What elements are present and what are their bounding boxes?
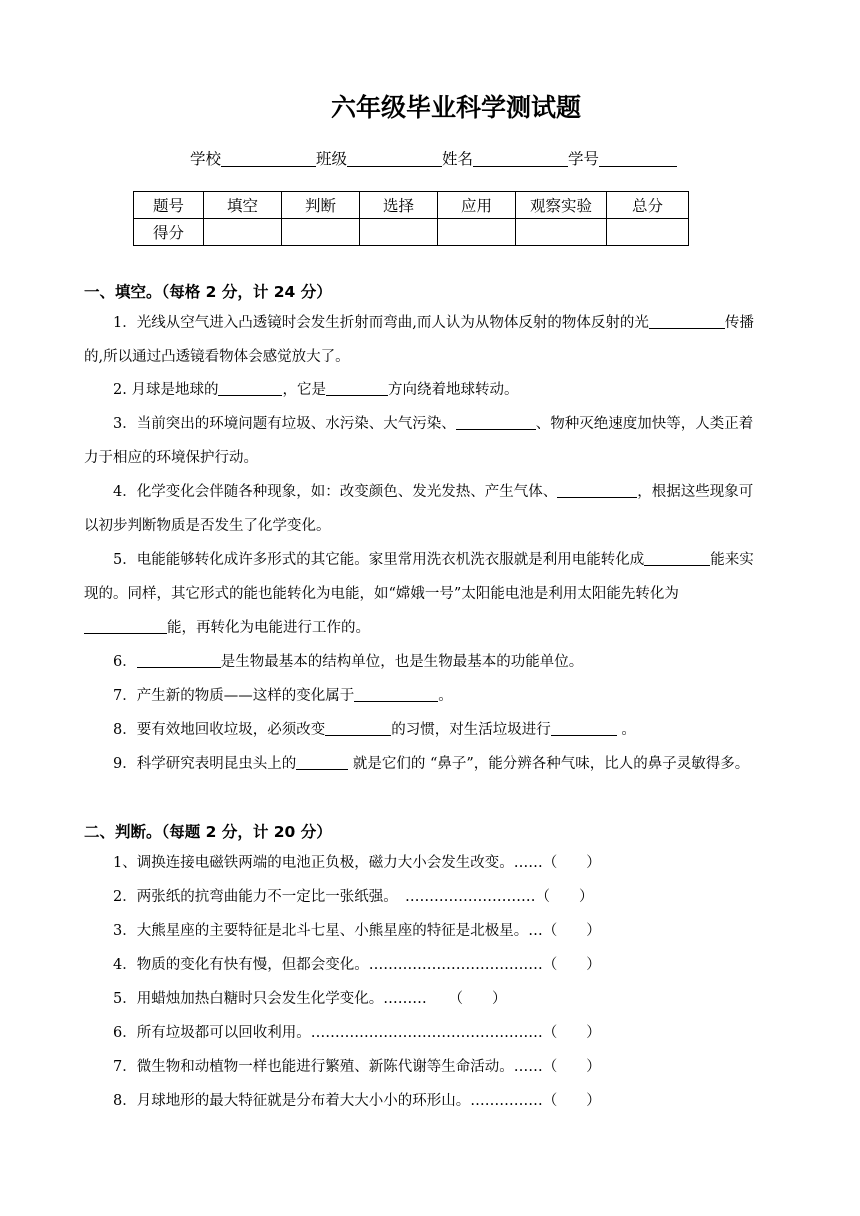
answer-blank[interactable] — [218, 381, 282, 396]
question-1: 1．光线从空气进入凸透镜时会发生折射而弯曲,而人认为从物体反射的物体反射的光 传播 — [113, 315, 754, 331]
school-label: 学校 — [190, 150, 222, 168]
answer-blank[interactable] — [296, 755, 348, 770]
score-header-cell: 总分 — [607, 192, 689, 219]
question-4: 4．化学变化会伴随各种现象，如：改变颜色、发光发热、产生气体、 ，根据这些现象可 — [113, 484, 754, 500]
score-cell[interactable] — [360, 219, 438, 246]
judgment-item[interactable]: 7．微生物和动植物一样也能进行繁殖、新陈代谢等生命活动。……（ ） — [113, 1059, 601, 1075]
score-header-cell: 判断 — [282, 192, 360, 219]
student-info-line — [190, 147, 677, 169]
answer-blank[interactable] — [325, 721, 391, 736]
question-2: 2. 月球是地球的 ，它是 方向绕着地球转动。 — [113, 382, 519, 398]
judgment-item[interactable]: 2．两张纸的抗弯曲能力不一定比一张纸强。 ………………………（ ） — [113, 889, 594, 905]
question-5: 5．电能能够转化成许多形式的其它能。家里常用洗衣机洗衣服就是利用电能转化成 能来实 — [113, 552, 754, 568]
question-3: 3．当前突出的环境问题有垃圾、水污染、大气污染、 、物种灭绝速度加快等，人类正着 — [113, 416, 754, 432]
section-fill-in-title: 一、填空。（每格 2 分，计 24 分） — [84, 283, 332, 301]
score-header-cell: 填空 — [204, 192, 282, 219]
name-blank[interactable] — [473, 150, 568, 167]
judgment-item[interactable]: 5．用蜡烛加热白糖时只会发生化学变化。……… （ ） — [113, 991, 507, 1007]
score-header-cell: 观察实验 — [516, 192, 607, 219]
judgment-item[interactable]: 4．物质的变化有快有慢，但都会变化。………………………………（ ） — [113, 957, 601, 973]
question-5-cont: 现的。同样，其它形式的能也能转化为电能，如“嫦娥一号”太阳能电池是利用太阳能先转化为 — [84, 586, 679, 602]
answer-blank[interactable] — [557, 483, 637, 498]
answer-blank[interactable] — [551, 721, 617, 736]
score-table — [133, 191, 689, 246]
judgment-item[interactable]: 1、调换连接电磁铁两端的电池正负极，磁力大小会发生改变。……（ ） — [113, 855, 601, 871]
answer-blank[interactable] — [644, 551, 710, 566]
judgment-item[interactable]: 6．所有垃圾都可以回收利用。…………………………………………（ ） — [113, 1025, 601, 1041]
score-table-header-row — [134, 192, 689, 219]
question-5-cont2: 能，再转化为电能进行工作的。 — [84, 611, 784, 645]
class-blank[interactable] — [347, 150, 442, 167]
answer-blank[interactable] — [326, 381, 388, 396]
question-9: 9．科学研究表明昆虫头上的 就是它们的 “鼻子”，能分辨各种气味，比人的鼻子灵敏得多。 — [113, 756, 750, 772]
question-4-cont: 以初步判断物质是否发生了化学变化。 — [84, 518, 331, 534]
score-row-label: 得分 — [134, 219, 204, 246]
question-7: 7．产生新的物质——这样的变化属于 。 — [113, 688, 453, 704]
question-6: 6． 是生物最基本的结构单位，也是生物最基本的功能单位。 — [113, 654, 584, 670]
section-true-false-title: 二、判断。（每题 2 分，计 20 分） — [84, 823, 332, 841]
question-8: 8．要有效地回收垃圾，必须改变 的习惯，对生活垃圾进行 。 — [113, 722, 636, 738]
question-1-cont: 的,所以通过凸透镜看物体会感觉放大了。 — [84, 349, 350, 365]
question-3-cont: 力于相应的环境保护行动。 — [84, 450, 258, 466]
score-cell[interactable] — [438, 219, 516, 246]
score-cell[interactable] — [516, 219, 607, 246]
score-cell[interactable] — [204, 219, 282, 246]
answer-blank[interactable] — [84, 619, 167, 634]
answer-blank[interactable] — [456, 415, 536, 430]
number-label: 学号 — [568, 150, 600, 168]
judgment-item[interactable]: 8．月球地形的最大特征就是分布着大大小小的环形山。……………（ ） — [113, 1093, 601, 1109]
name-label: 姓名 — [442, 150, 474, 168]
class-label: 班级 — [316, 150, 348, 168]
number-blank[interactable] — [599, 150, 677, 167]
score-cell[interactable] — [607, 219, 689, 246]
score-header-cell: 题号 — [134, 192, 204, 219]
score-header-cell: 选择 — [360, 192, 438, 219]
score-table-score-row — [134, 219, 689, 246]
answer-blank[interactable] — [137, 653, 221, 668]
score-header-cell: 应用 — [438, 192, 516, 219]
score-cell[interactable] — [282, 219, 360, 246]
page-title: 六年级毕业科学测试题 — [330, 93, 581, 122]
answer-blank[interactable] — [354, 687, 438, 702]
judgment-item[interactable]: 3．大熊星座的主要特征是北斗七星、小熊星座的特征是北极星。…（ ） — [113, 923, 601, 939]
school-blank[interactable] — [221, 150, 316, 167]
answer-blank[interactable] — [649, 314, 725, 329]
